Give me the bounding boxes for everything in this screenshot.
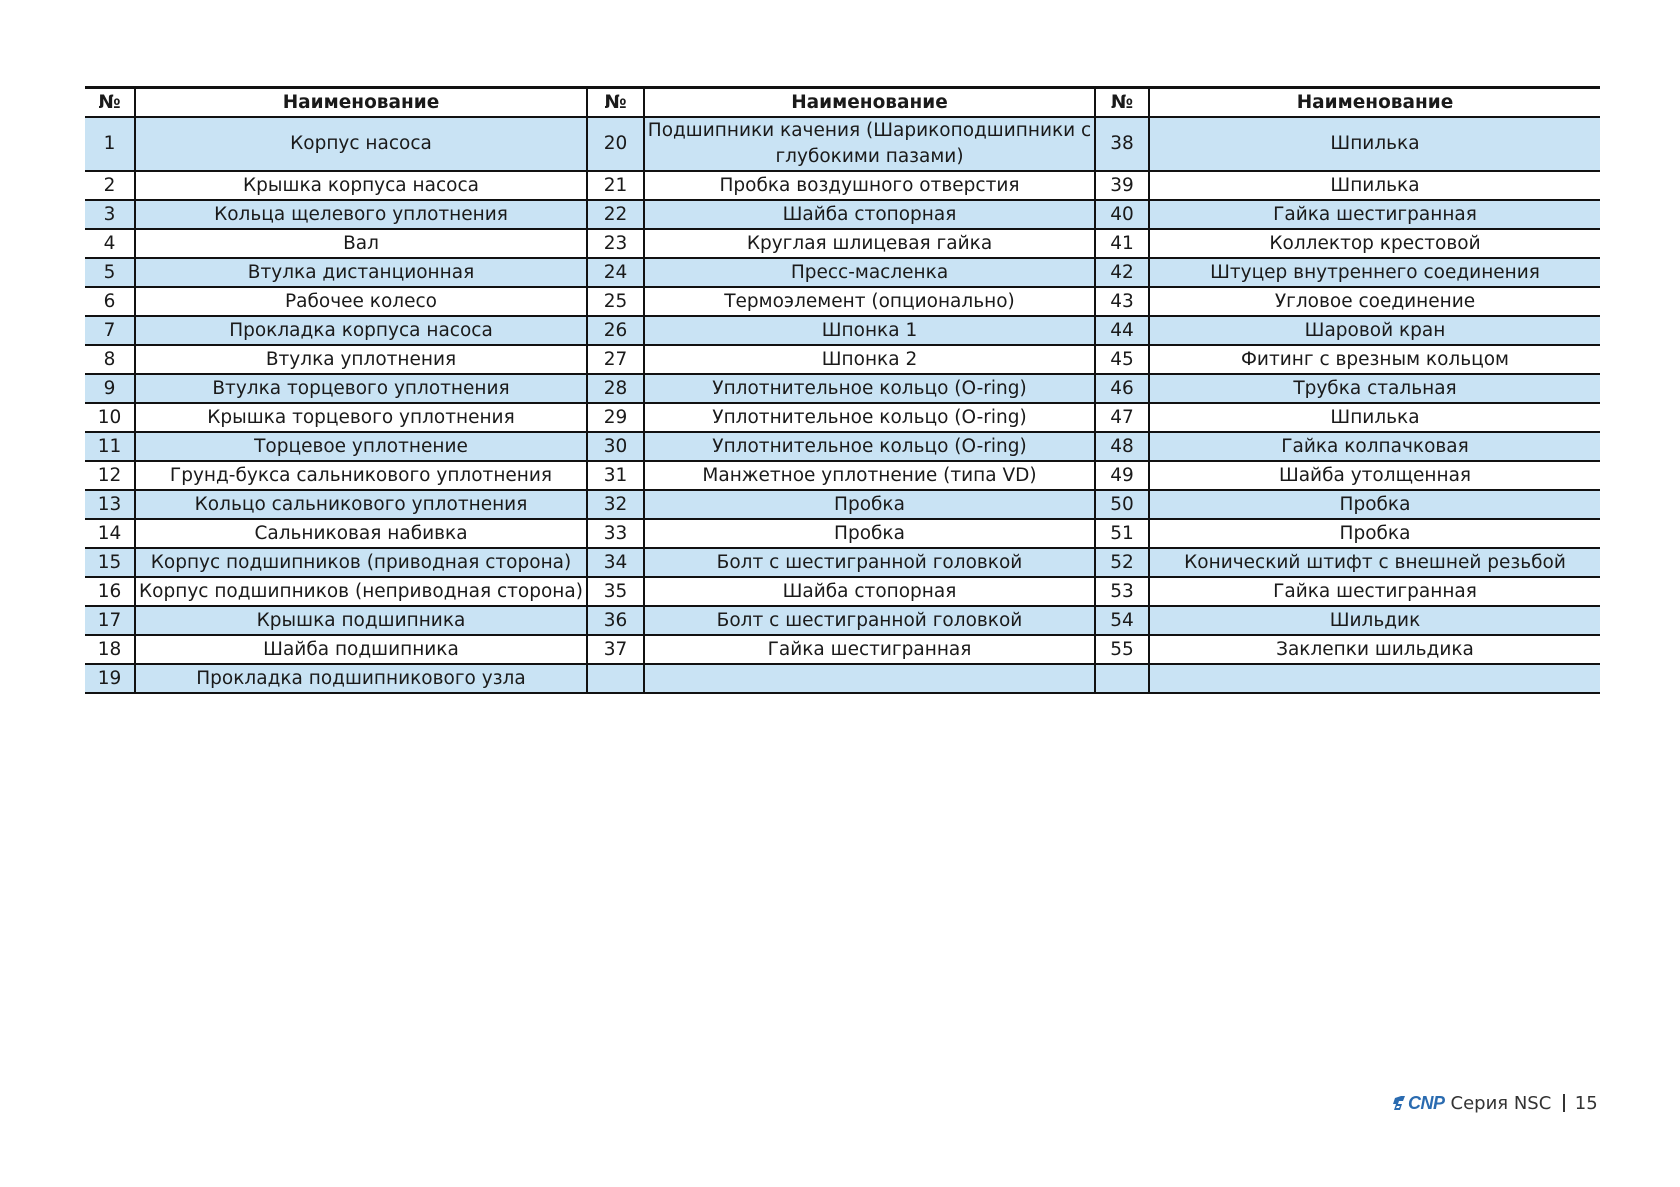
table-row — [85, 229, 1600, 258]
part-number-cell: 9 — [85, 374, 135, 403]
table-row — [85, 287, 1600, 316]
table-row — [85, 258, 1600, 287]
part-name-cell: Крышка торцевого уплотнения — [135, 403, 587, 432]
part-number-cell: 19 — [85, 664, 135, 693]
part-number-cell: 4 — [85, 229, 135, 258]
part-number-cell: 5 — [85, 258, 135, 287]
parts-table — [85, 86, 1600, 694]
part-number-cell: 37 — [587, 635, 644, 664]
part-name-cell: Пробка воздушного отверстия — [644, 171, 1095, 200]
part-name-cell: Корпус насоса — [135, 117, 587, 171]
part-name-cell: Уплотнительное кольцо (O-ring) — [644, 432, 1095, 461]
part-name-cell: Манжетное уплотнение (типа VD) — [644, 461, 1095, 490]
part-name-cell: Пробка — [1149, 519, 1600, 548]
part-name-cell: Шаровой кран — [1149, 316, 1600, 345]
part-number-cell: 46 — [1095, 374, 1149, 403]
part-number-cell: 43 — [1095, 287, 1149, 316]
part-number-cell: 6 — [85, 287, 135, 316]
part-name-cell: Шайба подшипника — [135, 635, 587, 664]
header-row — [85, 88, 1600, 118]
part-number-cell: 22 — [587, 200, 644, 229]
part-name-cell: Гайка шестигранная — [644, 635, 1095, 664]
part-number-cell: 36 — [587, 606, 644, 635]
part-number-cell: 29 — [587, 403, 644, 432]
col-header-number: № — [587, 88, 644, 118]
part-number-cell: 14 — [85, 519, 135, 548]
part-name-cell: Пробка — [644, 490, 1095, 519]
table-row — [85, 403, 1600, 432]
part-number-cell: 12 — [85, 461, 135, 490]
part-number-cell: 20 — [587, 117, 644, 171]
part-name-cell: Кольцо сальникового уплотнения — [135, 490, 587, 519]
cnp-logo-icon — [1392, 1095, 1406, 1111]
part-number-cell: 24 — [587, 258, 644, 287]
part-name-cell: Шильдик — [1149, 606, 1600, 635]
part-name-cell: Уплотнительное кольцо (O-ring) — [644, 403, 1095, 432]
part-name-cell: Круглая шлицевая гайка — [644, 229, 1095, 258]
part-number-cell: 8 — [85, 345, 135, 374]
part-number-cell: 21 — [587, 171, 644, 200]
part-number-cell: 23 — [587, 229, 644, 258]
part-number-cell: 10 — [85, 403, 135, 432]
col-header-name: Наименование — [135, 88, 587, 118]
part-number-cell: 17 — [85, 606, 135, 635]
footer-divider — [1563, 1094, 1565, 1112]
part-name-cell: Трубка стальная — [1149, 374, 1600, 403]
part-name-cell: Фитинг с врезным кольцом — [1149, 345, 1600, 374]
part-name-cell: Сальниковая набивка — [135, 519, 587, 548]
part-name-cell: Шпонка 2 — [644, 345, 1095, 374]
part-number-cell: 44 — [1095, 316, 1149, 345]
brand-name: CNP — [1408, 1092, 1445, 1113]
brand-logo — [1392, 1093, 1445, 1114]
part-number-cell: 48 — [1095, 432, 1149, 461]
part-name-cell: Рабочее колесо — [135, 287, 587, 316]
part-number-cell: 45 — [1095, 345, 1149, 374]
part-name-cell: Пресс-масленка — [644, 258, 1095, 287]
part-name-cell: Пробка — [644, 519, 1095, 548]
part-name-cell: Шпилька — [1149, 117, 1600, 171]
part-name-cell: Конический штифт с внешней резьбой — [1149, 548, 1600, 577]
part-number-cell: 50 — [1095, 490, 1149, 519]
part-number-cell: 35 — [587, 577, 644, 606]
part-number-cell: 2 — [85, 171, 135, 200]
part-name-cell: Термоэлемент (опционально) — [644, 287, 1095, 316]
part-name-cell: Прокладка подшипникового узла — [135, 664, 587, 693]
table-row — [85, 200, 1600, 229]
table-row — [85, 606, 1600, 635]
col-header-name: Наименование — [644, 88, 1095, 118]
part-name-cell: Крышка подшипника — [135, 606, 587, 635]
part-number-cell: 28 — [587, 374, 644, 403]
part-name-cell: Угловое соединение — [1149, 287, 1600, 316]
part-number-cell: 40 — [1095, 200, 1149, 229]
col-header-number: № — [85, 88, 135, 118]
part-name-cell: Шайба стопорная — [644, 577, 1095, 606]
part-name-cell: Торцевое уплотнение — [135, 432, 587, 461]
part-name-cell: Кольца щелевого уплотнения — [135, 200, 587, 229]
part-number-cell: 54 — [1095, 606, 1149, 635]
table-row — [85, 432, 1600, 461]
part-number-cell — [1095, 664, 1149, 693]
table-body — [85, 117, 1600, 693]
part-number-cell: 33 — [587, 519, 644, 548]
table-header — [85, 88, 1600, 118]
part-number-cell: 49 — [1095, 461, 1149, 490]
table-row — [85, 548, 1600, 577]
part-name-cell: Втулка уплотнения — [135, 345, 587, 374]
part-number-cell: 55 — [1095, 635, 1149, 664]
part-name-cell: Пробка — [1149, 490, 1600, 519]
part-name-cell: Шпилька — [1149, 171, 1600, 200]
table-row — [85, 117, 1600, 171]
part-name-cell — [644, 664, 1095, 693]
part-name-cell: Заклепки шильдика — [1149, 635, 1600, 664]
part-name-cell: Корпус подшипников (приводная сторона) — [135, 548, 587, 577]
part-name-cell: Втулка торцевого уплотнения — [135, 374, 587, 403]
table-row — [85, 664, 1600, 693]
part-name-cell: Корпус подшипников (неприводная сторона) — [135, 577, 587, 606]
part-number-cell: 31 — [587, 461, 644, 490]
part-number-cell: 53 — [1095, 577, 1149, 606]
part-number-cell: 26 — [587, 316, 644, 345]
part-number-cell: 41 — [1095, 229, 1149, 258]
part-number-cell: 42 — [1095, 258, 1149, 287]
part-name-cell: Гайка колпачковая — [1149, 432, 1600, 461]
part-number-cell: 7 — [85, 316, 135, 345]
table-row — [85, 345, 1600, 374]
part-name-cell: Коллектор крестовой — [1149, 229, 1600, 258]
part-number-cell: 47 — [1095, 403, 1149, 432]
part-name-cell: Грунд-букса сальникового уплотнения — [135, 461, 587, 490]
part-number-cell: 38 — [1095, 117, 1149, 171]
part-name-cell: Гайка шестигранная — [1149, 577, 1600, 606]
part-name-cell: Шайба стопорная — [644, 200, 1095, 229]
table-row — [85, 316, 1600, 345]
part-number-cell: 13 — [85, 490, 135, 519]
part-name-cell: Болт с шестигранной головкой — [644, 548, 1095, 577]
part-number-cell: 39 — [1095, 171, 1149, 200]
table-row — [85, 171, 1600, 200]
page-footer — [1392, 1091, 1598, 1115]
col-header-number: № — [1095, 88, 1149, 118]
part-number-cell: 16 — [85, 577, 135, 606]
part-name-cell: Шпонка 1 — [644, 316, 1095, 345]
table-row — [85, 519, 1600, 548]
part-name-cell: Втулка дистанционная — [135, 258, 587, 287]
part-number-cell: 11 — [85, 432, 135, 461]
part-name-cell: Гайка шестигранная — [1149, 200, 1600, 229]
part-number-cell: 32 — [587, 490, 644, 519]
part-number-cell: 34 — [587, 548, 644, 577]
table-row — [85, 461, 1600, 490]
col-header-name: Наименование — [1149, 88, 1600, 118]
part-number-cell: 15 — [85, 548, 135, 577]
part-number-cell: 18 — [85, 635, 135, 664]
series-label: Серия NSC — [1450, 1092, 1552, 1114]
part-name-cell: Штуцер внутреннего соединения — [1149, 258, 1600, 287]
part-number-cell: 3 — [85, 200, 135, 229]
page-number: 15 — [1574, 1092, 1598, 1114]
part-name-cell: Вал — [135, 229, 587, 258]
part-name-cell: Шайба утолщенная — [1149, 461, 1600, 490]
part-number-cell: 25 — [587, 287, 644, 316]
part-name-cell: Подшипники качения (Шарикоподшипники с глубокими пазами) — [644, 117, 1095, 171]
part-name-cell: Прокладка корпуса насоса — [135, 316, 587, 345]
part-name-cell: Болт с шестигранной головкой — [644, 606, 1095, 635]
table-row — [85, 577, 1600, 606]
table-row — [85, 374, 1600, 403]
table-row — [85, 635, 1600, 664]
part-number-cell: 27 — [587, 345, 644, 374]
part-number-cell — [587, 664, 644, 693]
part-number-cell: 52 — [1095, 548, 1149, 577]
part-name-cell: Шпилька — [1149, 403, 1600, 432]
part-number-cell: 51 — [1095, 519, 1149, 548]
part-name-cell: Уплотнительное кольцо (O-ring) — [644, 374, 1095, 403]
part-name-cell: Крышка корпуса насоса — [135, 171, 587, 200]
part-name-cell — [1149, 664, 1600, 693]
part-number-cell: 1 — [85, 117, 135, 171]
table-row — [85, 490, 1600, 519]
part-number-cell: 30 — [587, 432, 644, 461]
